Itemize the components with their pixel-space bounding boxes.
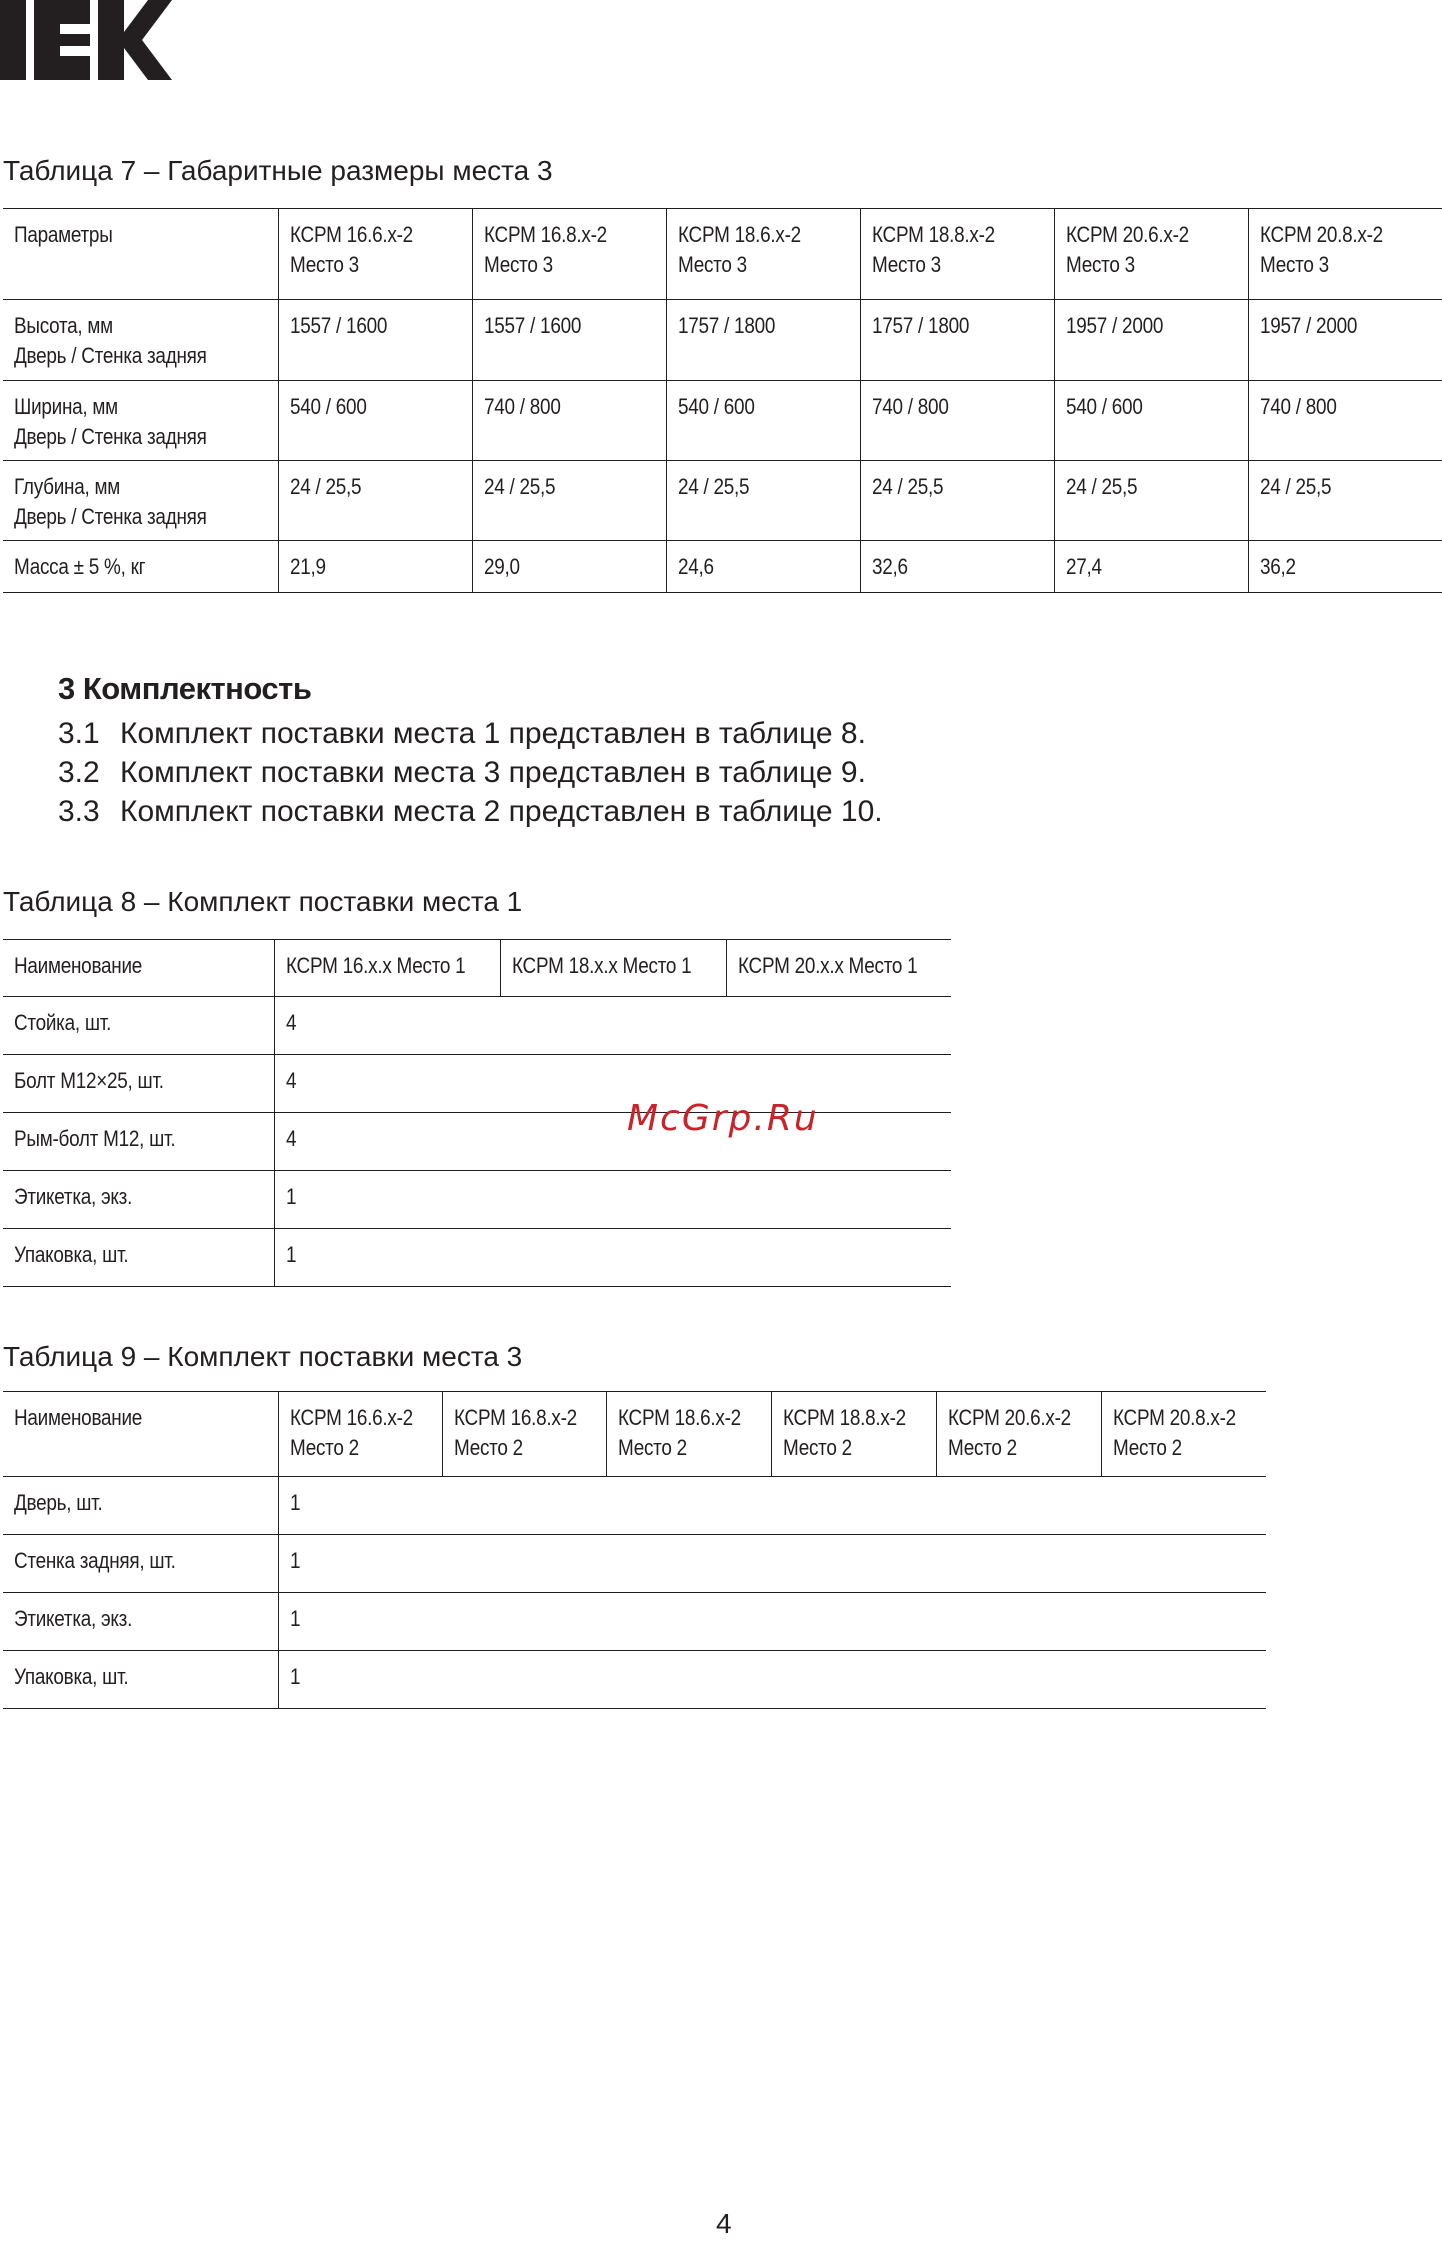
table-header-cell: КСРМ 16.6.х-2 Место 3 <box>278 209 472 300</box>
table-cell: 29,0 <box>472 541 666 593</box>
table-cell: Этикетка, экз. <box>3 1171 274 1229</box>
table-cell: 36,2 <box>1248 541 1442 593</box>
table-header-cell: КСРМ 18.8.х-2 Место 2 <box>771 1392 936 1477</box>
iek-logo <box>0 0 172 80</box>
table-cell: 27,4 <box>1054 541 1248 593</box>
table-cell: 24,6 <box>666 541 860 593</box>
table-row <box>3 1593 1266 1651</box>
table-cell: 1 <box>274 1171 951 1229</box>
table-header-cell: Наименование <box>3 1392 278 1477</box>
table-header-cell: КСРМ 16.6.х-2 Место 2 <box>278 1392 442 1477</box>
table-cell: 21,9 <box>278 541 472 593</box>
table-header-cell: КСРМ 20.6.х-2 Место 2 <box>936 1392 1101 1477</box>
table-header-row <box>3 940 951 997</box>
table7-caption: Таблица 7 – Габаритные размеры места 3 <box>3 155 553 186</box>
table-row <box>3 1535 1266 1593</box>
table-cell: 1 <box>278 1593 1266 1651</box>
table-cell: Ширина, мм Дверь / Стенка задняя <box>3 381 278 461</box>
table-row <box>3 461 1442 541</box>
table-cell: 1957 / 2000 <box>1054 300 1248 381</box>
table8-caption: Таблица 8 – Комплект поставки места 1 <box>3 886 523 917</box>
table-row <box>3 541 1442 593</box>
table9-caption: Таблица 9 – Комплект поставки места 3 <box>3 1341 523 1372</box>
table-header-row <box>3 209 1442 300</box>
table-cell: 1 <box>278 1651 1266 1709</box>
table-cell: Рым-болт М12, шт. <box>3 1113 274 1171</box>
table-cell: Стенка задняя, шт. <box>3 1535 278 1593</box>
table-cell: 24 / 25,5 <box>1248 461 1442 541</box>
table-cell: 1757 / 1800 <box>666 300 860 381</box>
section-item: 3.1 Комплект поставки места 1 представлен в таблице 8. <box>58 717 866 750</box>
watermark: McGrp.Ru <box>627 1098 819 1139</box>
table-header-cell: КСРМ 18.6.х-2 Место 2 <box>606 1392 771 1477</box>
table-cell: Глубина, мм Дверь / Стенка задняя <box>3 461 278 541</box>
table-row <box>3 1229 951 1287</box>
table-cell: 1 <box>278 1477 1266 1535</box>
section-completeness <box>58 668 1258 831</box>
table-cell: 4 <box>274 997 951 1055</box>
table-cell: Болт М12×25, шт. <box>3 1055 274 1113</box>
table-header-cell: Наименование <box>3 940 274 997</box>
table-row <box>3 1171 951 1229</box>
table-cell: 24 / 25,5 <box>860 461 1054 541</box>
table-header-cell: КСРМ 16.8.х-2 Место 3 <box>472 209 666 300</box>
table-cell: 24 / 25,5 <box>666 461 860 541</box>
section-heading: 3 Комплектность <box>58 671 312 706</box>
kit-place3-table <box>3 1391 1266 1709</box>
table-cell: 1757 / 1800 <box>860 300 1054 381</box>
table-cell: Высота, мм Дверь / Стенка задняя <box>3 300 278 381</box>
table-row <box>3 1477 1266 1535</box>
table-cell: 1957 / 2000 <box>1248 300 1442 381</box>
page-number: 4 <box>716 2208 732 2239</box>
table-cell: 24 / 25,5 <box>1054 461 1248 541</box>
table-cell: 1 <box>274 1229 951 1287</box>
table-cell: Дверь, шт. <box>3 1477 278 1535</box>
table-cell: 740 / 800 <box>1248 381 1442 461</box>
table-header-cell: КСРМ 18.6.х-2 Место 3 <box>666 209 860 300</box>
table-cell: 4 <box>274 1113 951 1171</box>
table-cell: 24 / 25,5 <box>278 461 472 541</box>
dimensions-table <box>3 208 1442 593</box>
table-header-row <box>3 1392 1266 1477</box>
table-cell: 740 / 800 <box>860 381 1054 461</box>
table-header-cell: КСРМ 16.8.х-2 Место 2 <box>442 1392 606 1477</box>
table-row <box>3 300 1442 381</box>
table-header-cell: КСРМ 20.6.х-2 Место 3 <box>1054 209 1248 300</box>
table-cell: 32,6 <box>860 541 1054 593</box>
table-header-cell: Параметры <box>3 209 278 300</box>
table-cell: Этикетка, экз. <box>3 1593 278 1651</box>
table-cell: 1557 / 1600 <box>472 300 666 381</box>
table-header-cell: КСРМ 20.8.х-2 Место 2 <box>1101 1392 1266 1477</box>
table-header-cell: КСРМ 16.х.х Место 1 <box>274 940 500 997</box>
table-cell: 540 / 600 <box>666 381 860 461</box>
table-cell: 4 <box>274 1055 951 1113</box>
table-cell: 540 / 600 <box>1054 381 1248 461</box>
section-item: 3.3 Комплект поставки места 2 представлен в таблице 10. <box>58 795 883 828</box>
table-cell: 740 / 800 <box>472 381 666 461</box>
table-row <box>3 381 1442 461</box>
table-header-cell: КСРМ 18.8.х-2 Место 3 <box>860 209 1054 300</box>
table-cell: 540 / 600 <box>278 381 472 461</box>
table-row <box>3 997 951 1055</box>
table-cell: 1 <box>278 1535 1266 1593</box>
table-header-cell: КСРМ 20.8.х-2 Место 3 <box>1248 209 1442 300</box>
table-cell: Упаковка, шт. <box>3 1651 278 1709</box>
table-row <box>3 1651 1266 1709</box>
table-cell: 1557 / 1600 <box>278 300 472 381</box>
table-cell: Масса ± 5 %, кг <box>3 541 278 593</box>
table-cell: 24 / 25,5 <box>472 461 666 541</box>
table-header-cell: КСРМ 20.х.х Место 1 <box>726 940 951 997</box>
section-item: 3.2 Комплект поставки места 3 представлен в таблице 9. <box>58 756 866 789</box>
table-cell: Упаковка, шт. <box>3 1229 274 1287</box>
table-header-cell: КСРМ 18.х.х Место 1 <box>500 940 726 997</box>
table-cell: Стойка, шт. <box>3 997 274 1055</box>
